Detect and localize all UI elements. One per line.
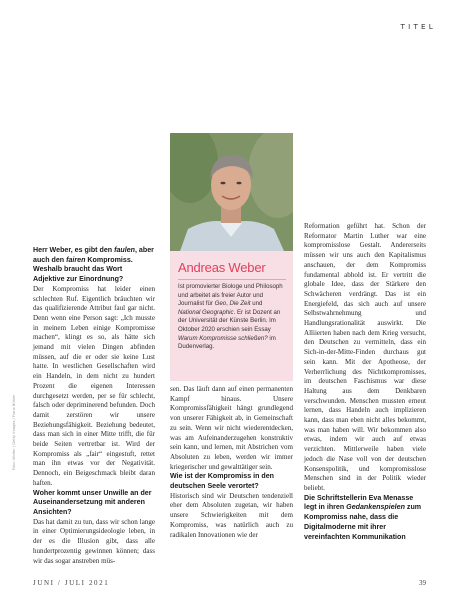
author-photo <box>170 133 293 251</box>
interview-answer: Reformation geführt hat. Schon der Reformator Martin Luther war eine kompromisslose Gestalt. Andererseits müssen wir uns auch den Kapitalismus anschauen, der dem Kompromiss fundamental abhold ist. Er vertritt die globale Idee, dass der Stärkere den Schwächeren verdrängt. Das ist ein Energiefeld, das sich auch auf unsere Selbstwahrnehmung und Handlungsrationalität auswirkt. Die Alliierten haben nach dem Krieg versucht, den Deutschen zu vermitteln, dass ein Sich-in-der-Mitte-Finden durchaus gut sein kann. Mit der Apotheose, der Verherrlichung des Nichtkompromisses, im deutschen Faschismus war diese Haltung aus dem Denkbaren verschwunden. Menschen mussten erneut lernen, dass Handeln auch implizieren kann, dass man eben nicht alles bekommt, was man haben will. Wir bekommen also etwas, indem wir auch auf etwas verzichten. Mittlerweile haben viele jedoch die Nase voll von der deutschen Konsenspolitik, und kompromisslose Menschen sind in der Politik wieder beliebt. <box>304 222 426 492</box>
interview-answer: sen. Das läuft dann auf einen permanenten Kampf hinaus. Unsere Kompromissfähigkeit hängt grundlegend von unserer Fähigkeit ab, in Gemeinschaft zu sein. Wenn wir nicht wiederentdecken, was am Aufeinanderzugehen konstruktiv sein kann, und lernen, mit Abstrichen vom Absoluten zu leben, werden wir immer kriegerischer und gewalttätiger sein. <box>170 385 293 471</box>
article-column-1 <box>33 246 155 566</box>
interview-question: Die Schriftstellerin Eva Menasse legt in ihren Gedankenspielen zum Kompromiss nahe, dass die Digitalmoderne mit ihrer vereinfachten Kommunikation <box>304 493 422 541</box>
interview-answer: Der Kompromiss hat leider einen schlechten Ruf. Eigentlich bräuchten wir das qualifizierende Attribut faul gar nicht. Denn wenn eine Person sagt: „Ich musste in meinem Leben einige Kompromisse machen“, klingt es so, als hätte sich jemand mit vielen Dingen abfinden müssen, auf die er oder sie keine Lust hatte. In westlichen Gesellschaften wird ein Handeln, in dem nicht zu hundert Prozent die eigenen Interessen durchgesetzt werden, per se für schlecht, falsch oder depriminerend befunden. Doch damit zerstören wir unsere Beziehungsfähigkeit. Beziehung bedeutet, dass man sich in einer Mitte trifft, die für beide Seiten vertretbar ist. Wird der Kompromiss als „fair“ eingestuft, rettet man ihn etwas vor der Negativität. Dennoch, ein Beigeschmack bleibt daran haften. <box>33 284 155 487</box>
issue-date: JUNI / JULI 2021 <box>33 579 110 587</box>
author-name: Andreas Weber <box>178 260 286 280</box>
article-column-2 <box>170 385 293 540</box>
interview-question: Woher kommt unser Unwille an der Auseinandersetzung mit anderen Ansichten? <box>33 488 152 516</box>
author-bio-text: Ist promovierter Biologe und Philosoph und arbeitet als freier Autor und Journalist für Geo, Die Zeit und National Geographic. Er ist Dozent an der Universität der Künste Berlin. Im Oktober 2020 erschien sein Essay Warum Kompromisse schließen? im Dudenverlag. <box>178 283 283 351</box>
interview-answer: Das hat damit zu tun, dass wir schon lange in einer Optimierungsideologie leben, in der es die Illusion gibt, dass alle hundertprozentig gewinnen können; dass wir das sogar anstreben müs- <box>33 517 155 565</box>
section-label: TITEL <box>400 22 436 31</box>
interview-answer: Historisch sind wir Deutschen tendenziell eher dem Absoluten zugetan, wir haben unsere Schwierigkeiten mit dem Kompromiss, was natürlich auch zu radikalen Innovationen wie der <box>170 491 293 539</box>
page-number: 39 <box>419 579 426 587</box>
article-column-3 <box>304 222 426 542</box>
photo-credit: Foto: Wolter / Getty Images / Frank Bühler <box>12 394 16 470</box>
interview-question: Wie ist der Kompromiss in den deutschen Seele verortet? <box>170 472 274 491</box>
interview-question: Herr Weber, es gibt den faulen, aber auch den fairen Kompromiss. Weshalb braucht das Wort Adjektive zur Einordnung? <box>33 246 154 284</box>
author-bio-box <box>170 251 293 381</box>
